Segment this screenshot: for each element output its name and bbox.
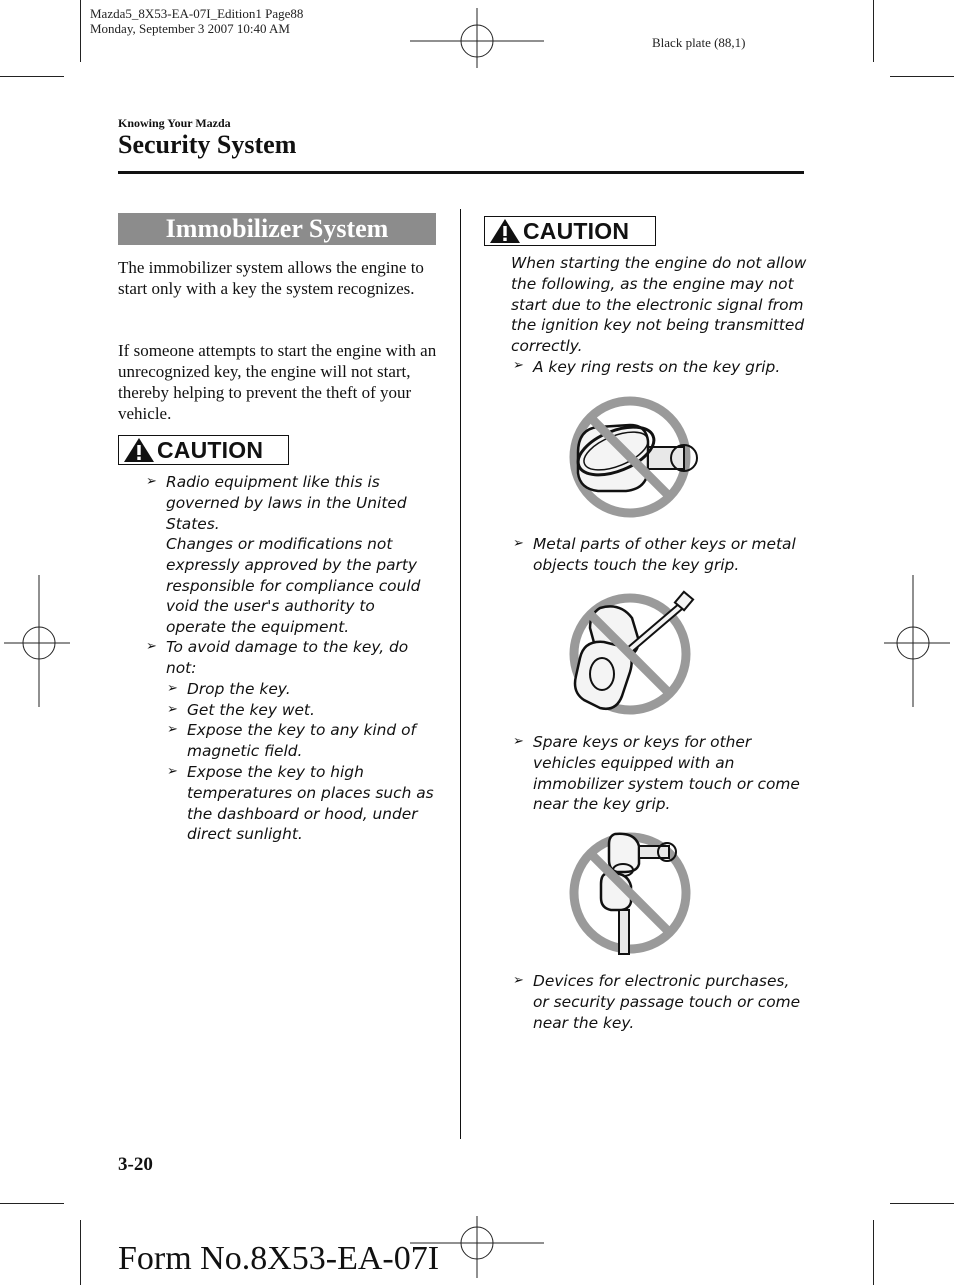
caution-label-right: CAUTION	[523, 217, 630, 244]
key-ring-prohibited-illustration	[560, 393, 700, 521]
warning-triangle-icon	[123, 437, 155, 463]
print-header-file: Mazda5_8X53-EA-07I_Edition1 Page88	[90, 6, 304, 21]
caution-intro-right: When starting the engine do not allow the following, as the engine may not start due to the electronic signal from the ignition key not being transmitted correctly.	[511, 254, 807, 356]
intro-paragraph: The immobilizer system allows the engine to start only with a key the system recognizes.	[118, 258, 424, 298]
subitem-drop: Drop the key.	[187, 680, 291, 698]
subitem-heat: Expose the key to high temperatures on places such as the dashboard or hood, under direct sunlight.	[187, 763, 434, 844]
section-label: Knowing Your Mazda	[118, 116, 231, 130]
title-rule	[118, 171, 804, 174]
caution-box-left	[118, 435, 289, 465]
right-item-metal-parts: Metal parts of other keys or metal objects touch the key grip.	[533, 535, 796, 574]
spare-keys-prohibited-illustration	[565, 828, 695, 960]
page-number: 3-20	[118, 1154, 153, 1175]
registration-mark-right	[880, 575, 950, 707]
immobilizer-banner: Immobilizer System	[118, 213, 436, 245]
bullet-arrow-icon: ➢	[513, 973, 524, 988]
right-item-key-ring: A key ring rests on the key grip.	[533, 358, 781, 376]
bullet-arrow-icon: ➢	[167, 722, 178, 737]
bullet-arrow-icon: ➢	[146, 639, 157, 654]
theft-paragraph: If someone attempts to start the engine with an unrecognized key, the engine will not start, thereby helping to prevent the theft of your vehicle.	[118, 341, 437, 423]
bullet-arrow-icon: ➢	[146, 474, 157, 489]
form-number: Form No.8X53-EA-07I	[118, 1240, 440, 1277]
subitem-wet: Get the key wet.	[187, 701, 315, 719]
bullet-arrow-icon: ➢	[167, 764, 178, 779]
registration-mark-top	[410, 6, 544, 68]
bullet-arrow-icon: ➢	[167, 702, 178, 717]
column-divider	[460, 209, 461, 1139]
right-item-electronic-devices: Devices for electronic purchases, or security passage touch or come near the key.	[533, 972, 801, 1032]
bullet-arrow-icon: ➢	[513, 358, 524, 373]
caution-label-left: CAUTION	[157, 436, 264, 463]
caution-box-right	[484, 216, 656, 246]
subitem-magnetic: Expose the key to any kind of magnetic field.	[187, 721, 416, 760]
warning-triangle-icon	[489, 218, 521, 244]
bullet-arrow-icon: ➢	[513, 536, 524, 551]
right-item-spare-keys: Spare keys or keys for other vehicles equipped with an immobilizer system touch or come near the key grip.	[533, 733, 800, 814]
caution-item-modifications: Changes or modifications not expressly approved by the party responsible for compliance could void the user's authority to operate the equipment.	[166, 535, 421, 637]
caution-item-avoid-damage: To avoid damage to the key, do not:	[166, 638, 409, 677]
caution-item-radio: Radio equipment like this is governed by laws in the United States.	[166, 473, 407, 533]
metal-key-prohibited-illustration	[560, 588, 700, 722]
print-header-date: Monday, September 3 2007 10:40 AM	[90, 21, 290, 36]
page-title: Security System	[118, 130, 297, 159]
print-header-plate: Black plate (88,1)	[652, 35, 746, 50]
bullet-arrow-icon: ➢	[167, 681, 178, 696]
bullet-arrow-icon: ➢	[513, 734, 524, 749]
registration-mark-left	[4, 575, 74, 707]
